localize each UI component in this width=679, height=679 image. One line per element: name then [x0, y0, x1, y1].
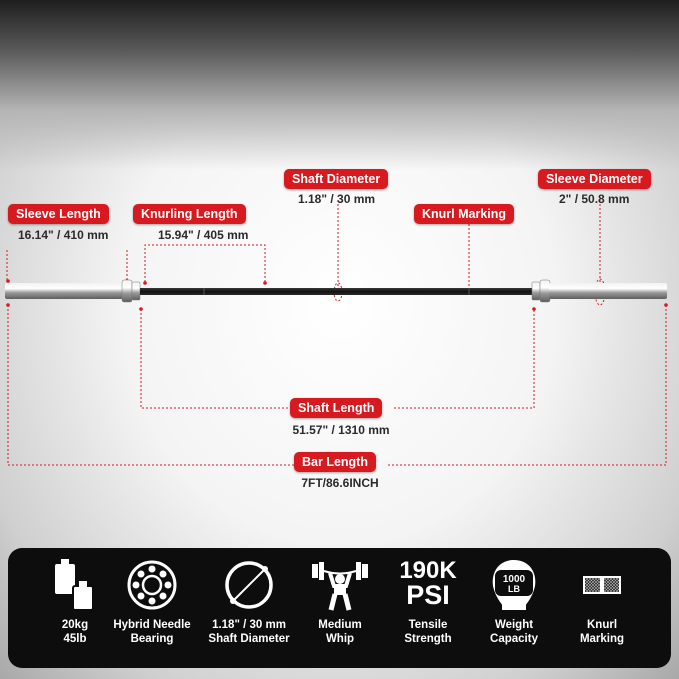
shaft-length-label: Shaft Length — [290, 398, 382, 418]
weight-plates-icon — [51, 558, 99, 612]
feature-capacity — [469, 558, 559, 646]
bar-length-value: 7FT/86.6INCH — [301, 476, 379, 490]
shaft-diameter-value: 1.18" / 30 mm — [298, 192, 376, 206]
capacity-badge-top: 1000 — [502, 574, 526, 585]
capacity-icon — [487, 558, 541, 612]
sleeve-length-guide — [7, 250, 127, 280]
shaft-length-guide — [141, 309, 534, 408]
left-sleeve — [5, 283, 123, 299]
knurling-length-label: Knurling Length — [133, 204, 246, 224]
psi-icon — [383, 558, 473, 612]
feature-bearing-line1: Hybrid Needle — [113, 619, 191, 631]
shaft-diameter-label: Shaft Diameter — [284, 169, 388, 189]
feature-tensile-line2: Strength — [404, 633, 452, 645]
feature-tensile — [383, 558, 473, 646]
sleeve-length-value: 16.14" / 410 mm — [18, 228, 109, 242]
feature-whip-line2: Whip — [325, 633, 355, 645]
feature-whip-line1: Medium — [318, 619, 362, 631]
feature-bearing — [107, 558, 197, 646]
knurling-length-value: 15.94" / 405 mm — [158, 228, 249, 242]
sleeve-diameter-label: Sleeve Diameter — [538, 169, 651, 189]
bar-length-label: Bar Length — [294, 452, 376, 472]
right-sleeve — [549, 283, 667, 299]
feature-knurl — [557, 558, 647, 646]
lifter-icon — [310, 558, 370, 612]
feature-whip — [295, 558, 385, 646]
feature-bearing-line2: Bearing — [130, 633, 174, 645]
feature-diameter-line2: Shaft Diameter — [208, 633, 290, 645]
diameter-icon — [222, 558, 276, 612]
feature-weight-line1: 20kg — [61, 619, 89, 631]
feature-diameter-line1: 1.18" / 30 mm — [212, 619, 286, 631]
right-collar — [540, 280, 550, 302]
feature-capacity-line1: Weight — [494, 619, 534, 631]
knurl-marking-label: Knurl Marking — [414, 204, 514, 224]
feature-weight-line2: 45lb — [63, 633, 87, 645]
feature-knurl-line1: Knurl — [586, 619, 618, 631]
sleeve-diameter-value: 2" / 50.8 mm — [559, 192, 630, 206]
sleeve-length-label: Sleeve Length — [8, 204, 109, 224]
shaft-length-value: 51.57" / 1310 mm — [292, 423, 390, 437]
feature-tensile-line1: Tensile — [408, 619, 448, 631]
knurl-icon — [575, 558, 629, 612]
psi-big2: PSI — [406, 580, 450, 610]
feature-capacity-line2: Capacity — [490, 633, 538, 645]
capacity-badge-bottom: LB — [508, 584, 520, 594]
feature-diameter — [204, 558, 294, 646]
feature-knurl-line2: Marking — [579, 633, 625, 645]
bar-length-guide — [8, 305, 666, 465]
psi-big1: 190K — [399, 557, 457, 584]
bearing-icon — [125, 558, 179, 612]
shaft — [140, 288, 532, 295]
left-collar — [122, 280, 132, 302]
knurling-length-guide — [145, 245, 265, 282]
